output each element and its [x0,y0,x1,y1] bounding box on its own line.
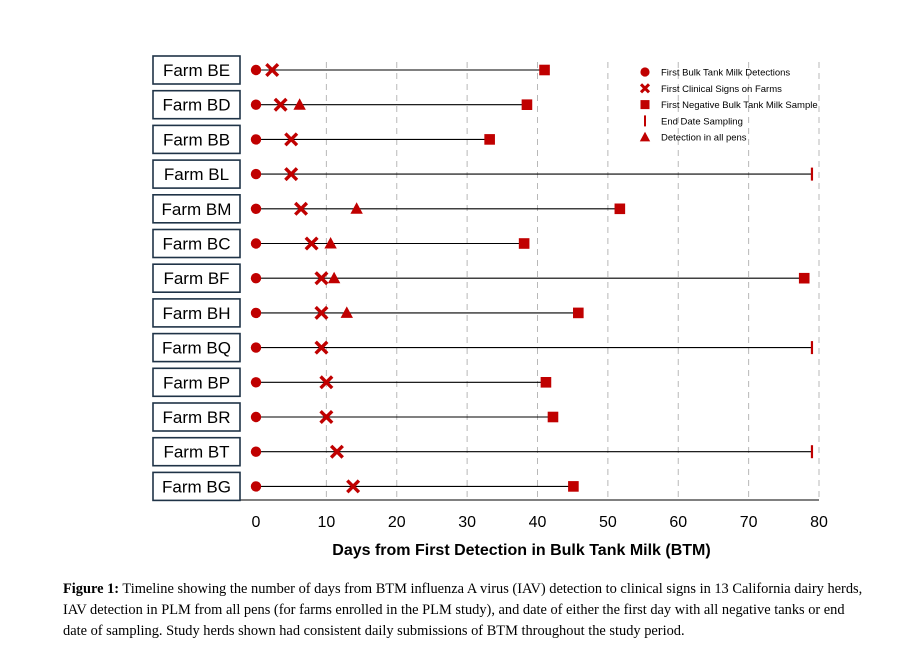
negative-sample-marker [519,238,530,249]
farm-row [153,472,579,500]
farm-row [153,91,532,119]
first-detection-marker [251,377,261,387]
farm-label: Farm BL [163,165,230,185]
negative-sample-marker [548,412,559,423]
all-pens-marker [293,98,305,110]
legend-circle-icon [640,67,649,76]
all-pens-marker [350,202,362,214]
farm-label: Farm BE [162,61,231,80]
legend-label: First Clinical Signs on Farms [661,83,782,95]
farm-label: Farm BQ [162,338,231,358]
caption-text: Timeline showing the number of days from BTM influenza A virus (IAV) detection to clinical signs in 13 California dairy herds, IAV detection in PLM from all pens (for farms enrolled in the PLM study), and date of either the first day with all negative tanks or end date of sampling. Study herds shown had consistent daily submissions of BTM throughout the study period. [63,581,863,639]
negative-sample-marker [541,377,552,388]
first-detection-marker [251,100,261,110]
negative-sample-marker [799,273,810,284]
x-tick-label: 20 [387,514,406,531]
first-detection-marker [251,65,261,75]
farm-label: Farm BM [161,199,232,219]
farm-label: Farm BH [162,303,231,323]
first-detection-marker [251,204,261,214]
legend-item [641,100,818,111]
legend-cross-icon [641,84,649,92]
all-pens-marker [341,306,353,318]
farm-row [153,160,812,188]
first-detection-marker [251,238,261,248]
legend-item [640,67,790,78]
first-detection-marker [251,134,261,144]
x-tick-label: 50 [598,514,617,531]
x-axis-title: Days from First Detection in Bulk Tank Milk (BTM) [332,542,711,559]
farm-row [153,299,584,327]
legend-square-icon [641,100,650,109]
x-tick-label: 60 [669,514,688,531]
negative-sample-marker [522,99,533,110]
farm-row [153,195,625,223]
farm-row [153,125,495,153]
legend-label: First Negative Bulk Tank Milk Sample [661,100,818,112]
first-detection-marker [251,412,261,422]
legend-item [641,84,782,95]
all-pens-marker [328,272,340,284]
first-detection-marker [251,342,261,352]
farm-label: Farm BB [162,130,231,150]
first-detection-marker [251,169,261,179]
first-detection-marker [251,308,261,318]
figure-caption [63,579,863,642]
first-detection-marker [251,481,261,491]
negative-sample-marker [615,204,626,215]
legend-label: Detection in all pens [661,132,747,144]
farm-label: Farm BR [162,408,231,427]
x-axis [221,500,828,559]
farm-row [153,438,812,466]
x-tick-label: 40 [528,514,547,531]
legend-item [640,132,747,144]
farm-label: Farm BG [162,477,231,497]
negative-sample-marker [568,481,579,492]
farm-row [153,230,529,258]
negative-sample-marker [573,308,584,319]
farm-label: Farm BP [162,373,231,393]
negative-sample-marker [484,134,495,145]
farm-label: Farm BC [162,234,231,254]
legend-item [645,115,743,127]
farm-row [153,264,810,292]
grid-lines [326,62,819,500]
farm-row [153,334,812,362]
legend-label: End Date Sampling [661,116,743,128]
first-detection-marker [251,447,261,457]
legend-label: First Bulk Tank Milk Detections [661,67,791,79]
x-tick-label: 30 [458,514,477,531]
legend-triangle-icon [640,132,650,142]
legend [640,67,818,143]
farm-label: Farm BD [162,95,231,115]
farm-row [153,368,551,396]
farm-row [153,403,558,431]
x-tick-label: 80 [810,514,828,531]
caption-label: Figure 1: [63,581,120,597]
farm-row [153,56,550,84]
farm-label: Farm BF [163,269,230,289]
x-tick-label: 10 [317,514,336,531]
negative-sample-marker [539,65,550,76]
farm-label: Farm BT [163,442,230,462]
x-tick-label: 0 [251,514,261,531]
x-tick-label: 70 [739,514,758,531]
first-detection-marker [251,273,261,283]
